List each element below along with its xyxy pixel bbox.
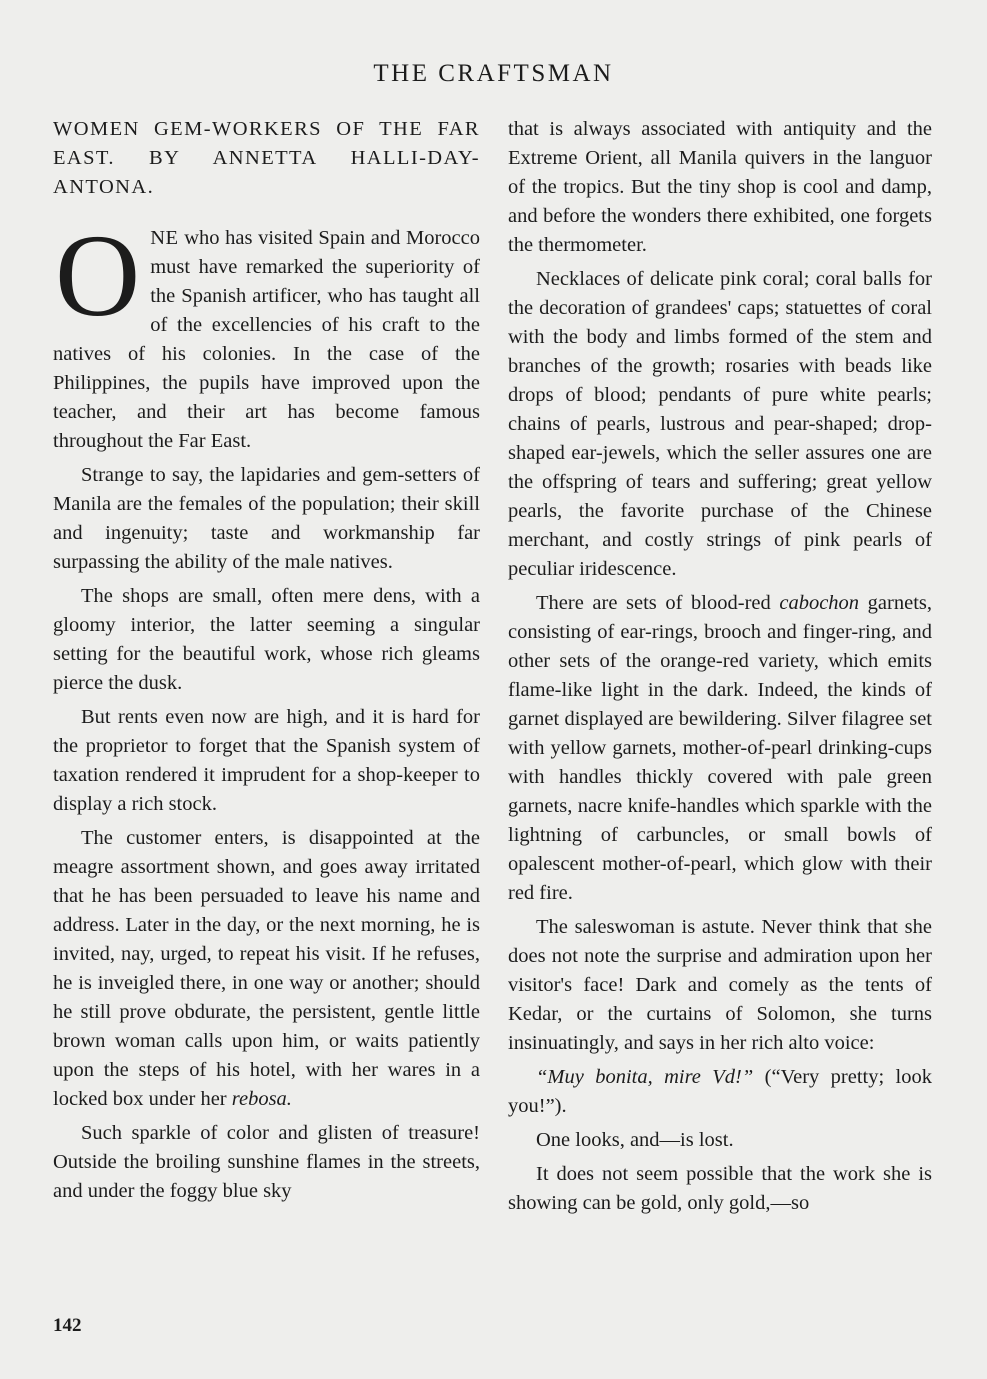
paragraph-8 (508, 589, 932, 908)
paragraph-11: One looks, and—is lost. (536, 1129, 734, 1151)
paragraph-6: Such sparkle of color and glisten of treasure! Outside the broiling sunshine flames in the streets, and under the foggy blue sky (53, 1122, 480, 1202)
paragraph-8-text-a: There are sets of blood-red (536, 592, 780, 614)
paragraph-1 (53, 210, 480, 456)
paragraph-3: The shops are small, often mere dens, with a gloomy interior, the latter seeming a singular setting for the beautiful work, whose rich gleams pierce the dusk. (53, 585, 480, 694)
paragraph-10-text: (“Very pretty; look you!”). (508, 1066, 932, 1117)
article-title: WOMEN GEM-WORKERS OF THE FAR EAST. BY ANNETTA HALLI-DAY-ANTONA. (53, 118, 480, 198)
running-header: THE CRAFTSMAN (373, 60, 614, 87)
paragraph-5-text: The customer enters, is disappointed at the meagre assortment shown, and goes away irritated that he has been persuaded to leave his name and address. Later in the day, or the next morning, he is invited, nay, urged, to repeat his visit. If he refuses, he is inveigled there, in one way or another; should he still prove obdurate, the persistent, gentle little brown woman calls upon him, or waits patiently upon the steps of his hotel, with her wares in a locked box under her (53, 827, 480, 1110)
first-word-rest: NE (150, 227, 179, 249)
left-column (53, 115, 480, 1211)
paragraph-10-italic: “Muy bonita, mire Vd!” (536, 1066, 754, 1088)
paragraph-7: Necklaces of delicate pink coral; coral balls for the decoration of grandees' caps; statuettes of coral with the body and limbs formed of the stem and branches of the growth; rosaries with beads like drops of blood; pendants of pure white pearls; chains of pearls, lustrous and pear-shaped; drop-shaped ear-jewels, which the seller assures one are the offspring of tears and suffering; great yellow pearls, the favorite purchase of the Chinese merchant, and costly strings of pink pearls of peculiar iridescence. (508, 268, 932, 580)
paragraph-8-italic: cabochon (779, 592, 860, 614)
paragraph-6-continued: that is always associated with antiquity and the Extreme Orient, all Manila quivers in the languor of the tropics. But the tiny shop is cool and damp, and before the wonders there exhibited, one forgets the thermometer. (508, 118, 932, 256)
page-number: 142 (53, 1315, 82, 1336)
paragraph-12: It does not seem possible that the work she is showing can be gold, only gold,—so (508, 1163, 932, 1214)
paragraph-2: Strange to say, the lapidaries and gem-setters of Manila are the females of the population; their skill and ingenuity; taste and workmanship far surpassing the ability of the male natives. (53, 464, 480, 573)
paragraph-5 (53, 824, 480, 1114)
paragraph-8-text-b: garnets, consisting of ear-rings, brooch and finger-ring, and other sets of the orange-red variety, which emits flame-like light in the dark. Indeed, the kinds of garnet displayed are bewildering. Silver filagree set with yellow garnets, mother-of-pearl drinking-cups with handles thickly covered with pale green garnets, nacre knife-handles which sparkle with the lightning of carbuncles, or small bowls of opalescent mother-of-pearl, which glow with their red fire. (508, 592, 932, 904)
drop-cap: O (55, 210, 141, 341)
paragraph-1-text: who has visited Spain and Morocco must have remarked the superiority of the Spanish artificer, who has taught all of the excellencies of his craft to the natives of his colonies. In the case of the Philippines, the pupils have improved upon the teacher, and their art has become famous throughout the Far East. (53, 227, 480, 452)
paragraph-5-italic: rebosa. (231, 1088, 292, 1110)
paragraph-10 (508, 1063, 932, 1121)
paragraph-9: The saleswoman is astute. Never think that she does not note the surprise and admiration upon her visitor's face! Dark and comely as the tents of Kedar, or the curtains of Solomon, she turns insinuatingly, and says in her rich alto voice: (508, 916, 932, 1054)
paragraph-4: But rents even now are high, and it is hard for the proprietor to forget that the Spanish system of taxation rendered it imprudent for a shop-keeper to display a rich stock. (53, 706, 480, 815)
right-column (508, 115, 932, 1223)
